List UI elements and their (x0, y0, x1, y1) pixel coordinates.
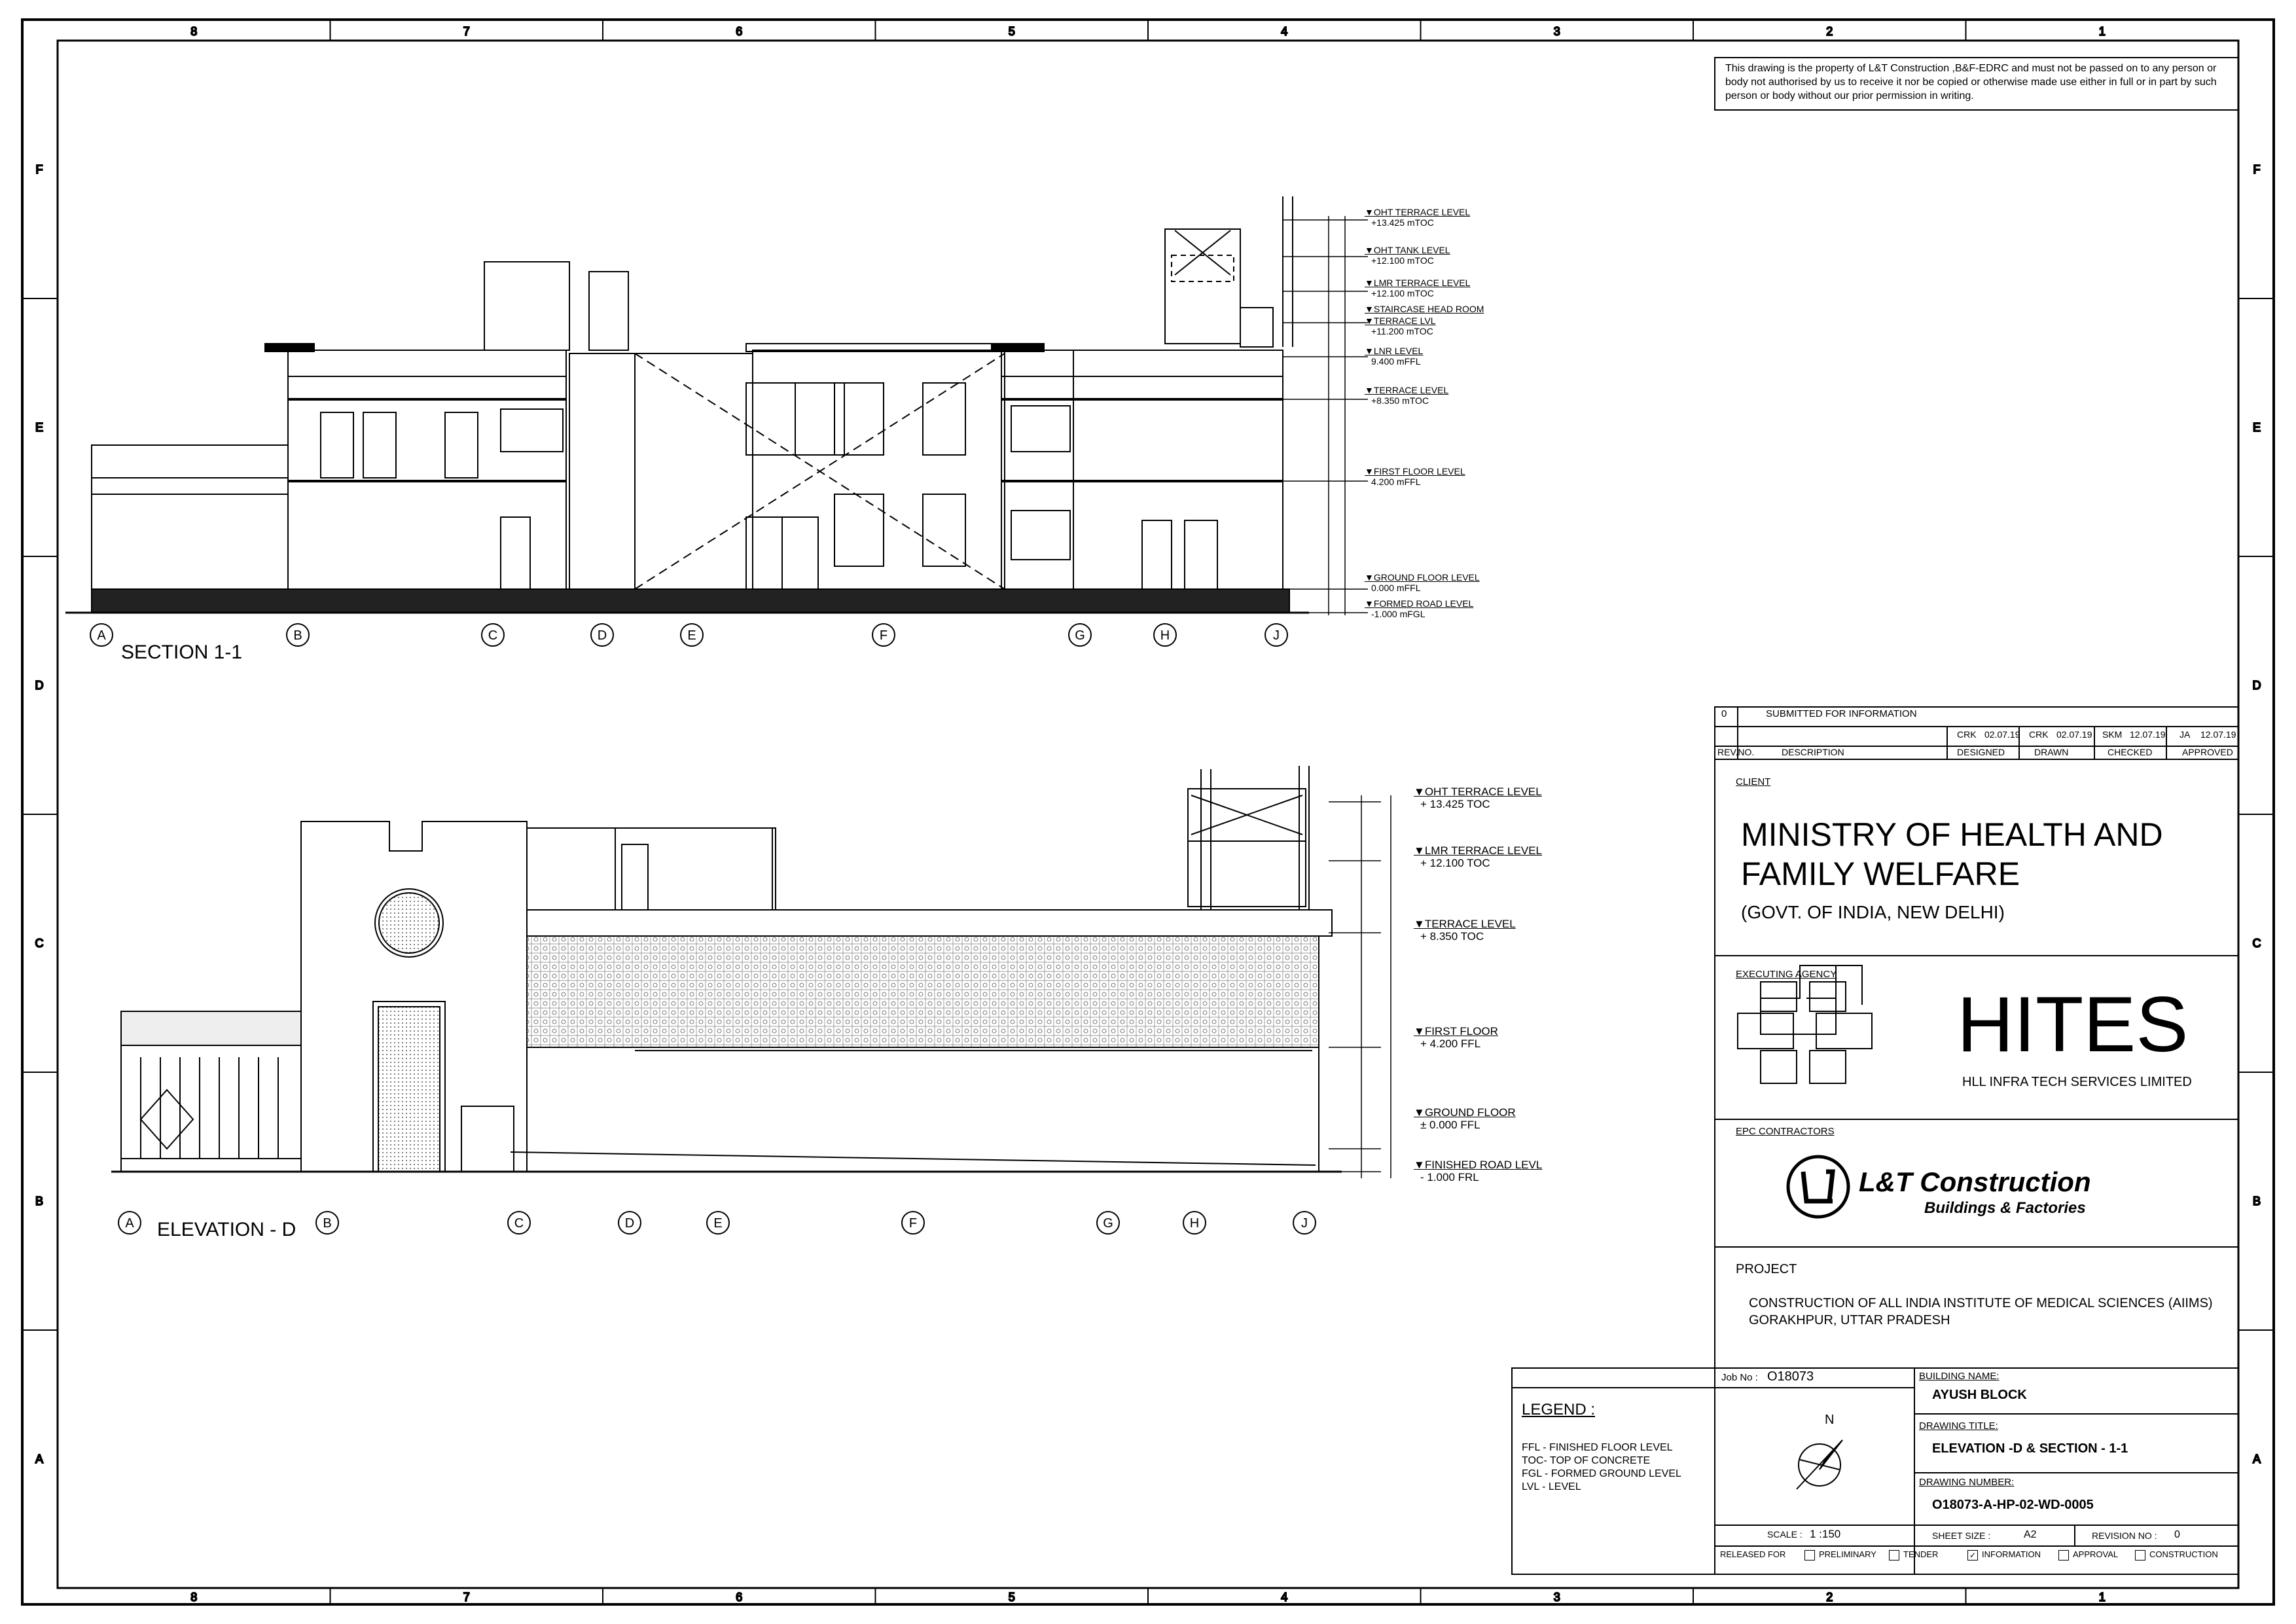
grid-row-label: E (2252, 421, 2261, 434)
grid-bubble-label: G (1103, 1216, 1113, 1231)
rev-approved: JA (2179, 729, 2191, 740)
legend-item: LVL - LEVEL (1522, 1481, 1581, 1492)
legend-item: FFL - FINISHED FLOOR LEVEL (1522, 1442, 1673, 1453)
legend-list (1522, 1441, 1681, 1494)
sheet-size-value: A2 (2024, 1529, 2037, 1540)
grid-row-label: A (35, 1453, 44, 1466)
grid-column-label: 6 (736, 25, 743, 38)
level-label (1365, 466, 1465, 487)
level-name: ▼OHT TANK LEVEL (1365, 245, 1450, 255)
level-label (1365, 598, 1473, 619)
level-value: +8.350 mTOC (1371, 395, 1429, 406)
sheet-grid (22, 20, 2274, 1604)
grid-row-label: F (2253, 163, 2261, 176)
grid-column-label: 8 (190, 1591, 198, 1604)
released-option-label: TENDER (1903, 1549, 1939, 1559)
rev-approved-date: 12.07.19 (2200, 729, 2236, 740)
level-name: ▼OHT TERRACE LEVEL (1414, 785, 1542, 798)
rev-drawn-date: 02.07.19 (2056, 729, 2092, 740)
level-label (1414, 1106, 1516, 1131)
grid-column-label: 7 (463, 1591, 470, 1604)
level-name: ▼FIRST FLOOR (1414, 1025, 1498, 1038)
project-label: PROJECT (1736, 1262, 1797, 1276)
revision-header: REV.NO. (1717, 747, 1755, 757)
rev-number: 0 (1721, 708, 1727, 719)
revision-no-value: 0 (2174, 1529, 2180, 1540)
grid-row-label: D (35, 679, 44, 692)
level-value: 0.000 mFFL (1371, 583, 1421, 593)
grid-bubble-label: J (1301, 1216, 1308, 1231)
agency-label: EXECUTING AGENCY (1736, 969, 1837, 980)
grid-bubble-label: E (687, 628, 696, 643)
grid-bubble-label: D (597, 628, 607, 643)
drawing-number: O18073-A-HP-02-WD-0005 (1932, 1498, 2094, 1512)
level-label (1365, 385, 1448, 406)
grid-bubble-label: G (1075, 628, 1085, 643)
grid-column-label: 7 (463, 25, 470, 38)
client-line-1: MINISTRY OF HEALTH AND (1741, 816, 2163, 853)
level-value: - 1.000 FRL (1420, 1171, 1479, 1183)
north-label: N (1825, 1413, 1835, 1427)
level-label (1365, 245, 1450, 266)
level-value: ± 0.000 FFL (1420, 1119, 1480, 1131)
level-name: ▼LMR TERRACE LEVEL (1414, 844, 1543, 857)
level-label (1365, 278, 1470, 298)
agency-name: HITES (1957, 981, 2189, 1068)
elevation-grid-bubbles (118, 1212, 1316, 1234)
agency-subname: HLL INFRA TECH SERVICES LIMITED (1962, 1075, 2192, 1089)
level-label (1414, 785, 1542, 810)
released-label: RELEASED FOR (1720, 1549, 1786, 1559)
grid-bubble-label: D (624, 1216, 635, 1231)
level-name: ▼TERRACE LEVEL (1414, 918, 1516, 930)
elevation-title: ELEVATION - D (157, 1219, 296, 1240)
building-label: BUILDING NAME: (1919, 1371, 2000, 1382)
level-name: ▼FORMED ROAD LEVEL (1365, 598, 1474, 609)
level-name: ▼GROUND FLOOR (1414, 1106, 1516, 1119)
grid-row-label: E (35, 421, 44, 434)
level-name: ▼TERRACE LVL (1365, 316, 1436, 326)
scale-value: 1 :150 (1810, 1528, 1841, 1540)
job-number: O18073 (1767, 1369, 1814, 1384)
rev-checked: SKM (2102, 729, 2123, 740)
level-name: ▼STAIRCASE HEAD ROOM (1365, 304, 1484, 314)
grid-bubble-label: H (1160, 628, 1170, 643)
grid-bubble-label: F (879, 628, 888, 643)
level-label (1414, 1159, 1542, 1183)
level-value: + 4.200 FFL (1420, 1038, 1481, 1050)
drawing-number-label: DRAWING NUMBER: (1919, 1477, 2015, 1488)
job-label: Job No : (1721, 1372, 1758, 1383)
level-name: ▼LMR TERRACE LEVEL (1365, 278, 1471, 288)
level-label (1365, 346, 1423, 367)
revision-header: DRAWN (2034, 747, 2069, 757)
level-value: 4.200 mFFL (1371, 477, 1421, 487)
level-value: +11.200 mTOC (1371, 326, 1433, 336)
grid-column-label: 4 (1281, 1591, 1288, 1604)
rev-designed-date: 02.07.19 (1984, 729, 2020, 740)
legend-item: TOC- TOP OF CONCRETE (1522, 1455, 1651, 1466)
legend-title: LEGEND : (1522, 1401, 1596, 1418)
released-option-label: INFORMATION (1982, 1549, 2041, 1559)
grid-row-label: D (2252, 679, 2261, 692)
grid-bubble-label: C (488, 628, 498, 643)
revision-no-label: REVISION NO : (2092, 1530, 2157, 1541)
revision-header: DESCRIPTION (1782, 747, 1844, 757)
level-name: ▼LNR LEVEL (1365, 346, 1424, 356)
level-label (1365, 316, 1436, 336)
released-checkbox[interactable]: ✓ (1967, 1550, 1978, 1561)
grid-bubble-label: A (97, 628, 106, 643)
level-label (1365, 304, 1484, 314)
client-line-2: FAMILY WELFARE (1741, 856, 2020, 892)
grid-row-label: C (35, 937, 44, 950)
project-line-1: CONSTRUCTION OF ALL INDIA INSTITUTE OF MEDICAL SCIENCES (AIIMS) (1749, 1296, 2213, 1310)
hites-logo-icon (1738, 965, 1872, 1083)
level-name: ▼FINISHED ROAD LEVL (1414, 1159, 1543, 1171)
grid-column-label: 2 (1826, 1591, 1833, 1604)
grid-bubble-label: H (1189, 1216, 1200, 1231)
grid-row-label: F (35, 163, 43, 176)
grid-bubble-label: E (713, 1216, 723, 1231)
project-line-2: GORAKHPUR, UTTAR PRADESH (1749, 1313, 1950, 1327)
level-value: +12.100 mTOC (1371, 255, 1434, 266)
level-name: ▼GROUND FLOOR LEVEL (1365, 572, 1480, 583)
grid-row-label: C (2252, 937, 2261, 950)
level-name: ▼TERRACE LEVEL (1365, 385, 1449, 395)
contractor-name: L&T Construction (1859, 1166, 2091, 1197)
level-value: +12.100 mTOC (1371, 288, 1434, 298)
grid-column-label: 1 (2098, 25, 2106, 38)
released-checkbox[interactable] (2058, 1550, 2069, 1561)
contractor-sub: Buildings & Factories (1924, 1199, 2086, 1217)
section-grid-bubbles (90, 624, 1287, 646)
grid-column-label: 2 (1826, 25, 1833, 38)
rev-description: SUBMITTED FOR INFORMATION (1766, 708, 1917, 719)
grid-bubble-label: J (1273, 628, 1280, 643)
contractor-label: EPC CONTRACTORS (1736, 1126, 1835, 1137)
level-value: + 13.425 TOC (1420, 798, 1490, 810)
grid-row-label: B (35, 1195, 44, 1208)
level-value: + 12.100 TOC (1420, 857, 1490, 869)
released-option-label: APPROVAL (2073, 1549, 2119, 1559)
level-label (1414, 1025, 1498, 1050)
sheet-size-label: SHEET SIZE : (1932, 1530, 1991, 1541)
level-value: +13.425 mTOC (1371, 217, 1434, 228)
released-checkbox[interactable] (1889, 1550, 1899, 1561)
elevation-d-drawing (111, 766, 1391, 1178)
section-1-1-drawing (65, 196, 1368, 615)
grid-column-label: 8 (190, 25, 198, 38)
released-option-label: CONSTRUCTION (2149, 1549, 2218, 1559)
north-arrow-icon (1797, 1440, 1842, 1489)
lt-logo-icon (1788, 1157, 1848, 1217)
level-name: ▼FIRST FLOOR LEVEL (1365, 466, 1465, 477)
level-name: ▼OHT TERRACE LEVEL (1365, 207, 1471, 217)
rev-checked-date: 12.07.19 (2130, 729, 2166, 740)
grid-row-label: A (2252, 1453, 2261, 1466)
client-label: CLIENT (1736, 776, 1771, 787)
grid-column-label: 6 (736, 1591, 743, 1604)
level-label (1365, 207, 1470, 228)
grid-column-label: 5 (1008, 1591, 1015, 1604)
level-label (1414, 918, 1516, 943)
grid-column-label: 3 (1553, 1591, 1560, 1604)
revision-header: APPROVED (2182, 747, 2233, 757)
scale-label: SCALE : (1767, 1529, 1803, 1540)
ownership-note: This drawing is the property of L&T Construction ,B&F-EDRC and must not be passed on to any person or body not authorised by us to receive it nor be copied or otherwise made use either in full or in part by such person or body without our prior permission in writing. (1725, 63, 2217, 101)
drawing-title: ELEVATION -D & SECTION - 1-1 (1932, 1441, 2128, 1456)
rev-designed: CRK (1957, 729, 1977, 740)
revision-header: CHECKED (2108, 747, 2153, 757)
rev-drawn: CRK (2029, 729, 2049, 740)
grid-column-label: 1 (2098, 1591, 2106, 1604)
level-value: 9.400 mFFL (1371, 356, 1421, 367)
revision-header: DESIGNED (1957, 747, 2005, 757)
legend-item: FGL - FORMED GROUND LEVEL (1522, 1468, 1681, 1479)
level-value: + 8.350 TOC (1420, 930, 1484, 943)
level-value: -1.000 mFGL (1371, 609, 1426, 619)
grid-bubble-label: B (293, 628, 302, 643)
grid-column-label: 5 (1008, 25, 1015, 38)
level-label (1414, 844, 1542, 869)
level-label (1365, 572, 1480, 593)
released-option-label: PRELIMINARY (1819, 1549, 1876, 1559)
client-line-3: (GOVT. OF INDIA, NEW DELHI) (1741, 902, 2005, 922)
grid-bubble-label: B (323, 1216, 332, 1231)
section-title: SECTION 1-1 (121, 641, 243, 663)
grid-column-label: 3 (1553, 25, 1560, 38)
released-checkbox[interactable] (2135, 1550, 2145, 1561)
released-checkbox[interactable] (1804, 1550, 1815, 1561)
grid-bubble-label: F (908, 1216, 918, 1231)
grid-row-label: B (2252, 1195, 2261, 1208)
grid-bubble-label: A (125, 1216, 134, 1231)
grid-column-label: 4 (1281, 25, 1288, 38)
drawing-title-label: DRAWING TITLE: (1919, 1420, 1998, 1432)
grid-bubble-label: C (514, 1216, 524, 1231)
building-name: AYUSH BLOCK (1932, 1388, 2027, 1402)
